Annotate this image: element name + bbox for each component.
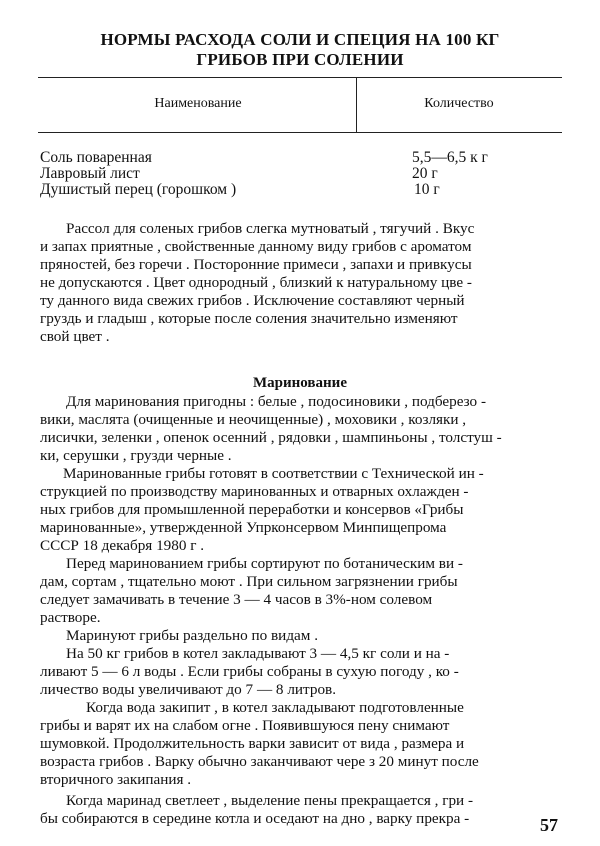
paragraph-line: струкцией по производству маринованных и отварных охлажден - [40,483,469,500]
paragraph-line: вики, маслята (очищенные и неочищенные) , моховики , козляки , [40,411,467,428]
paragraph-line: ки, серушки , грузди черные . [40,447,232,464]
paragraph-line: и запах приятные , свойственные данному виду грибов с ароматом [40,238,472,255]
paragraph-line: ту данного вида свежих грибов . Исключение составляют черный [40,292,465,309]
paragraph-line: вторичного закипания . [40,771,192,788]
table-row-name: Душистый перец (горошком ) [40,181,237,198]
paragraph-line: Маринуют грибы раздельно по видам . [66,627,318,644]
paragraph-line: Маринованные грибы готовят в соответствии с Технической ин - [63,465,484,482]
paragraph-line: грибы и варят их на слабом огне . Появившуюся пену снимают [40,717,450,734]
page-number: 57 [540,815,558,835]
table-row-qty: 5,5—6,5 к г [412,149,488,166]
paragraph-line: пряностей, без горечи . Посторонние примеси , запахи и привкусы [40,256,472,273]
page-title-line-2: ГРИБОВ ПРИ СОЛЕНИИ [196,50,404,69]
page-title-line-1: НОРМЫ РАСХОДА СОЛИ И СПЕЦИЯ НА 100 КГ [100,30,500,49]
paragraph-line: дам, сортам , тщательно моют . При сильном загрязнении грибы [40,573,458,590]
paragraph-line: следует замачивать в течение 3 — 4 часов в 3%-ном солевом [40,591,433,608]
paragraph-line: свой цвет . [40,328,110,345]
paragraph-line: Когда маринад светлеет , выделение пены прекращается , гри - [66,792,474,809]
table-row-qty: 20 г [412,165,438,182]
table-header-quantity: Количество [424,96,494,111]
paragraph-line: Перед маринованием грибы сортируют по ботаническим ви - [66,555,463,572]
paragraph-line: Когда вода закипит , в котел закладывают подготовленные [86,699,464,716]
paragraph-line: ных грибов для промышленной переработки и консервов «Грибы [40,501,464,518]
paragraph-line: СССР 18 декабря 1980 г . [40,537,205,554]
table-row-name: Лавровый лист [40,165,140,182]
paragraph-line: шумовкой. Продолжительность варки зависит от вида , размера и [40,735,465,752]
paragraph-line: возраста грибов . Варку обычно заканчивают чере з 20 минут после [40,753,479,770]
section-heading: Маринование [253,375,347,391]
paragraph-line: личество воды увеличивают до 7 — 8 литров. [40,681,336,698]
paragraph-line: Рассол для соленых грибов слегка мутноватый , тягучий . Вкус [66,220,475,237]
paragraph-line: растворе. [40,609,101,626]
paragraph-line: маринованные», утвержденной Упрконсервом Минпищепрома [40,519,447,536]
table-header-name: Наименование [154,96,242,111]
table-top-rule [38,77,562,78]
paragraph-line: лисички, зеленки , опенок осенний , рядовки , шампиньоны , толстуш - [40,429,502,446]
paragraph-line: не допускаются . Цвет однородный , близкий к натуральному цве - [40,274,472,291]
table-row-name: Соль поваренная [40,149,152,166]
table-row-qty: 10 г [414,181,440,198]
paragraph-line: Для маринования пригодны : белые , подосиновики , подберезо - [66,393,486,410]
paragraph-line: бы собираются в середине котла и оседают на дно , варку прекра - [40,810,470,827]
paragraph-line: груздь и гладыш , которые после соления значительно изменяют [40,310,458,327]
paragraph-line: На 50 кг грибов в котел закладывают 3 — 4,5 кг соли и на - [66,645,450,662]
table-header-rule [38,132,562,133]
paragraph-line: ливают 5 — 6 л воды . Если грибы собраны в сухую погоду , ко - [40,663,459,680]
